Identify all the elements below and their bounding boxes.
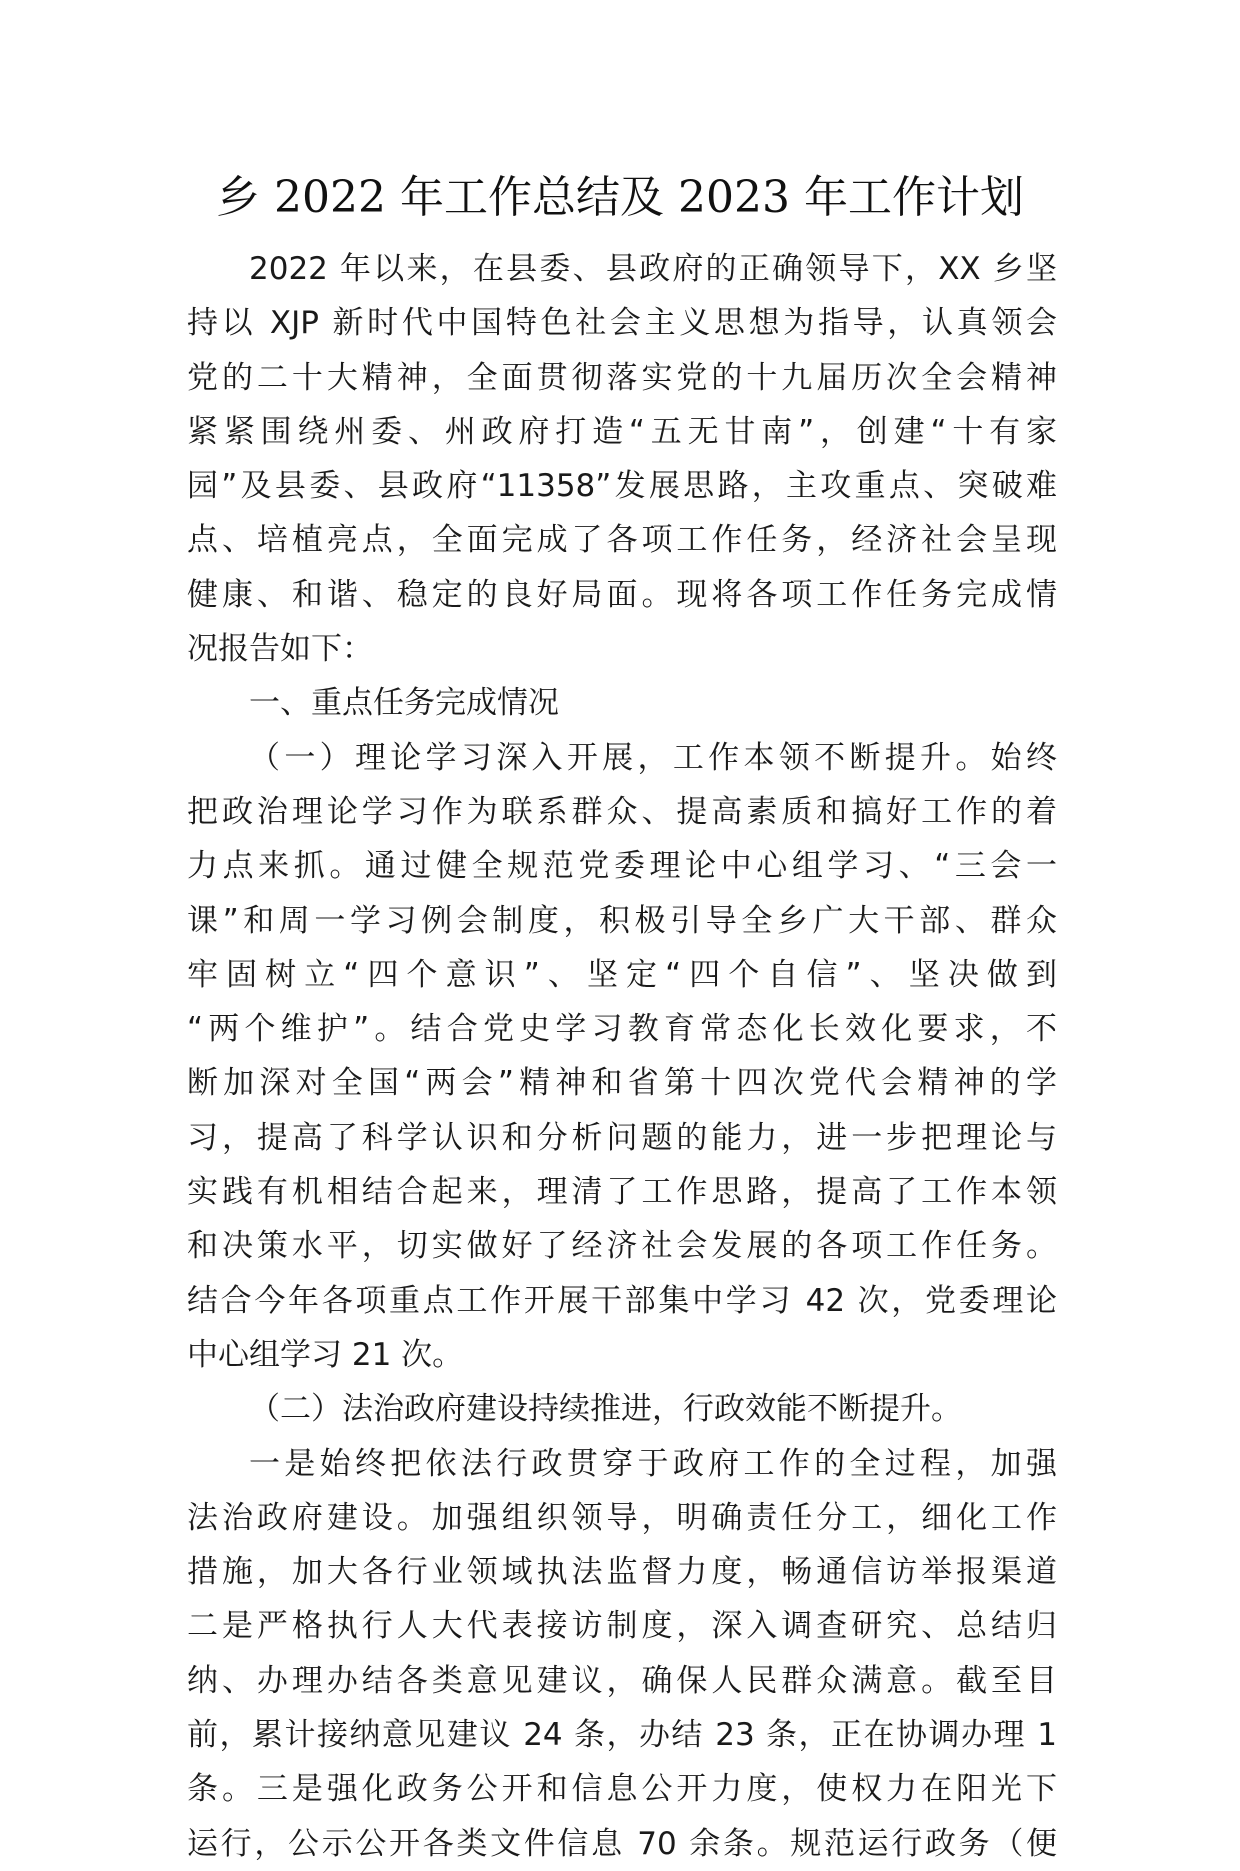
body-line: 一是始终把依法行政贯穿于政府工作的全过程，加强 [249,1445,1057,1482]
body-line: 牢固树立“四个意识”、坚定“四个自信”、坚决做到 [187,956,1057,993]
body-line: 持以 XJP 新时代中国特色社会主义思想为指导，认真领会 [187,305,1057,342]
body-line: 措施，加大各行业领域执法监督力度，畅通信访举报渠道 [187,1554,1057,1591]
body-line: 二是严格执行人大代表接访制度，深入调查研究、总结归 [187,1608,1057,1645]
body-line: 法治政府建设。加强组织领导，明确责任分工，细化工作 [187,1499,1057,1536]
body-line: 习，提高了科学认识和分析问题的能力，进一步把理论与 [187,1119,1057,1156]
body-line: 园”及县委、县政府“11358”发展思路，主攻重点、突破难 [187,468,1057,505]
subsection-heading: （二）法治政府建设持续推进，行政效能不断提升。 [249,1391,962,1428]
body-line: 力点来抓。通过健全规范党委理论中心组学习、“三会一 [187,848,1057,885]
body-line: 条。三是强化政务公开和信息公开力度，使权力在阳光下 [187,1771,1057,1808]
body-line: 实践有机相结合起来，理清了工作思路，提高了工作本领 [187,1174,1057,1211]
body-line: 课”和周一学习例会制度，积极引导全乡广大干部、群众 [187,902,1057,939]
document-body [187,242,1057,1871]
document-title: 乡 2022 年工作总结及 2023 年工作计划 [216,172,1024,223]
body-line: “两个维护”。结合党史学习教育常态化长效化要求，不 [187,1011,1057,1048]
body-line: 断加深对全国“两会”精神和省第十四次党代会精神的学 [187,1065,1057,1102]
body-line: 况报告如下： [187,631,373,668]
body-line: 前，累计接纳意见建议 24 条，办结 23 条，正在协调办理 1 [187,1717,1057,1754]
body-line: 和决策水平，切实做好了经济社会发展的各项工作任务。 [187,1228,1057,1265]
body-line: 中心组学习 21 次。 [187,1336,464,1373]
body-line: 健康、和谐、稳定的良好局面。现将各项工作任务完成情 [187,576,1057,613]
body-line: 纳、办理办结各类意见建议，确保人民群众满意。截至目 [187,1662,1057,1699]
body-line: 2022 年以来，在县委、县政府的正确领导下，XX 乡坚 [249,251,1057,287]
section-heading: 一、重点任务完成情况 [249,685,559,722]
subsection-heading: （一）理论学习深入开展，工作本领不断提升。始终 [249,739,1057,776]
body-line: 点、培植亮点，全面完成了各项工作任务，经济社会呈现 [187,522,1057,559]
body-line: 把政治理论学习作为联系群众、提高素质和搞好工作的着 [187,793,1057,830]
body-line: 党的二十大精神，全面贯彻落实党的十九届历次全会精神 [187,359,1057,396]
body-line: 紧紧围绕州委、州政府打造“五无甘南”，创建“十有家 [187,413,1057,450]
body-line: 运行，公示公开各类文件信息 70 余条。规范运行政务（便 [187,1825,1057,1862]
body-line: 结合今年各项重点工作开展干部集中学习 42 次，党委理论 [187,1282,1057,1319]
